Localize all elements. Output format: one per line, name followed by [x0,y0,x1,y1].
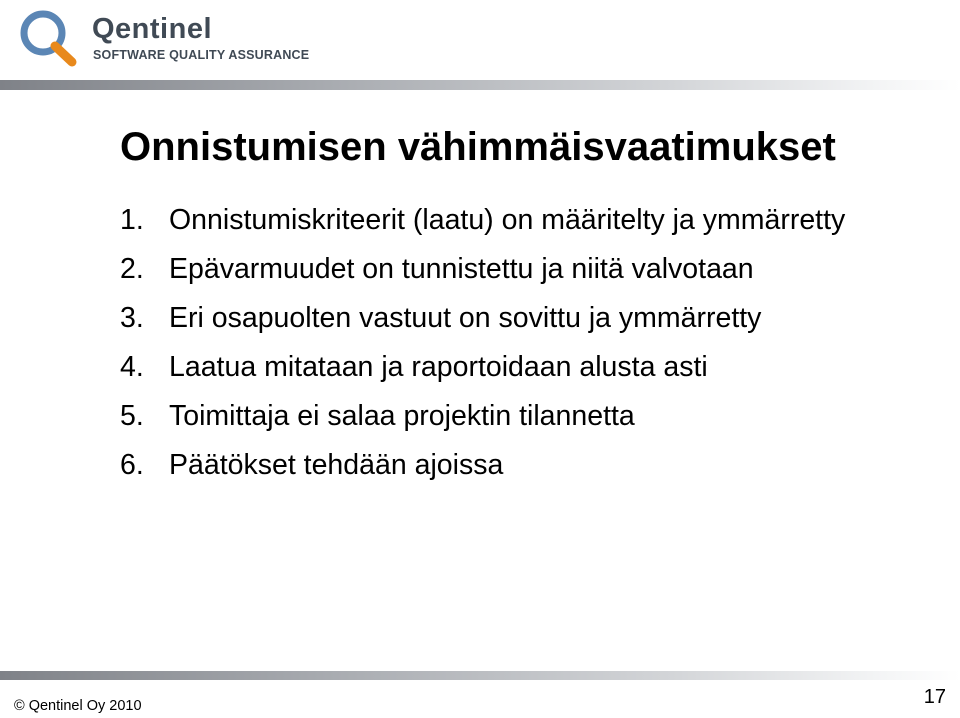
list-item-number: 3. [120,302,144,334]
list-item [120,449,910,482]
bottom-divider-bar [0,671,960,680]
requirements-list [120,204,910,498]
list-item [120,253,910,286]
list-item [120,351,910,384]
list-item [120,400,910,433]
list-item-text: Laatua mitataan ja raportoidaan alusta asti [169,351,708,383]
list-item-text: Epävarmuudet on tunnistettu ja niitä valvotaan [169,253,754,285]
list-item-number: 2. [120,253,144,285]
list-item-number: 6. [120,449,144,481]
magnifier-logo-icon [16,4,80,68]
list-item-text: Eri osapuolten vastuut on sovittu ja ymmärretty [169,302,762,334]
qentinel-logo [16,4,316,68]
list-item-text: Toimittaja ei salaa projektin tilannetta [169,400,635,432]
logo-name: Qentinel [92,13,213,45]
list-item-number: 4. [120,351,144,383]
list-item [120,204,910,237]
footer-copyright: © Qentinel Oy 2010 [14,698,142,714]
list-item-text: Onnistumiskriteerit (laatu) on määritelty ja ymmärretty [169,204,846,236]
list-item-number: 1. [120,204,144,236]
list-item-number: 5. [120,400,144,432]
logo-tagline: SOFTWARE QUALITY ASSURANCE [93,48,310,62]
list-item-text: Päätökset tehdään ajoissa [169,449,504,481]
page-number: 17 [923,686,946,708]
top-divider-bar [0,80,960,90]
slide-title: Onnistumisen vähimmäisvaatimukset [120,125,836,169]
list-item [120,302,910,335]
